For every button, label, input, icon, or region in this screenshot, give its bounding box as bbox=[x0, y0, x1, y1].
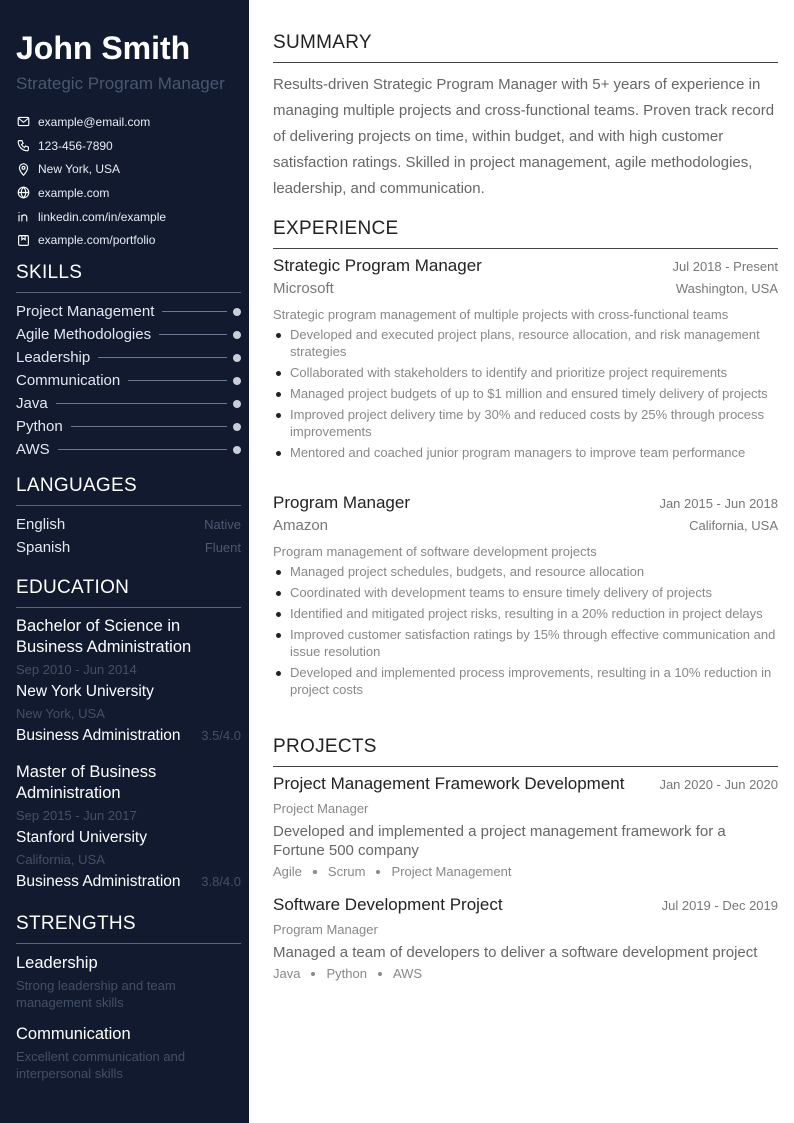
company-name: Amazon bbox=[273, 517, 329, 534]
skills-list bbox=[16, 300, 241, 461]
contact-location-text: New York, USA bbox=[38, 162, 121, 177]
phone-icon bbox=[16, 139, 30, 153]
candidate-name: John Smith bbox=[16, 30, 191, 66]
gpa: 3.8/4.0 bbox=[201, 874, 241, 889]
skill-level-dot bbox=[233, 446, 241, 454]
job-dates: Jul 2018 - Present bbox=[672, 259, 778, 274]
project-title: Software Development Project bbox=[273, 895, 503, 914]
candidate-role: Strategic Program Manager bbox=[16, 74, 225, 93]
skill-item: Python bbox=[16, 415, 241, 438]
job-bullet: Mentored and coached junior program managers to improve team performance bbox=[273, 444, 778, 461]
skill-item: AWS bbox=[16, 438, 241, 461]
skill-level-dot bbox=[233, 354, 241, 362]
skill-level-dot bbox=[233, 423, 241, 431]
experience-heading: EXPERIENCE bbox=[273, 218, 778, 249]
job-description: Program management of software development projects bbox=[273, 544, 597, 559]
project-description: Developed and implemented a project management framework for a Fortune 500 company bbox=[273, 823, 726, 859]
skill-level-dot bbox=[233, 308, 241, 316]
job-location: Washington, USA bbox=[675, 281, 778, 296]
contact-portfolio[interactable] bbox=[16, 228, 166, 252]
project-tags bbox=[273, 963, 778, 985]
strength-item bbox=[16, 952, 241, 1011]
contact-linkedin[interactable] bbox=[16, 205, 166, 229]
strength-title: Leadership bbox=[16, 954, 98, 972]
skill-item: Leadership bbox=[16, 346, 241, 369]
project-tag: Project Management bbox=[391, 864, 512, 879]
contact-linkedin-text: linkedin.com/in/example bbox=[38, 209, 167, 224]
job-bullet: Identified and mitigated project risks, resulting in a 20% reduction in project delays bbox=[273, 605, 778, 622]
job-bullet: Improved project delivery time by 30% and reduced costs by 25% through process improvements bbox=[273, 406, 778, 440]
strengths-heading: STRENGTHS bbox=[16, 913, 241, 944]
contact-location bbox=[16, 157, 166, 181]
job-bullet: Collaborated with stakeholders to identify and prioritize project requirements bbox=[273, 364, 778, 381]
contact-phone-text: 123-456-7890 bbox=[38, 138, 113, 153]
skill-item: Agile Methodologies bbox=[16, 323, 241, 346]
project-role: Program Manager bbox=[273, 922, 378, 937]
linkedin-icon bbox=[16, 210, 30, 224]
job-title: Strategic Program Manager bbox=[273, 256, 482, 275]
skill-item: Java bbox=[16, 392, 241, 415]
skill-level-dot bbox=[233, 400, 241, 408]
language-item bbox=[16, 536, 241, 559]
project-dates: Jan 2020 - Jun 2020 bbox=[659, 777, 778, 792]
strength-desc: Excellent communication and interpersonal skills bbox=[16, 1049, 186, 1081]
contact-phone[interactable] bbox=[16, 134, 166, 158]
contact-email-text: example@email.com bbox=[38, 114, 151, 129]
job-bullet: Managed project schedules, budgets, and resource allocation bbox=[273, 563, 778, 580]
project-entry bbox=[273, 774, 778, 883]
language-level: Fluent bbox=[204, 540, 241, 555]
project-title: Project Management Framework Development bbox=[273, 774, 625, 793]
contact-website[interactable] bbox=[16, 181, 166, 205]
skills-heading: SKILLS bbox=[16, 262, 241, 293]
sidebar bbox=[0, 0, 249, 1123]
job-dates: Jan 2015 - Jun 2018 bbox=[659, 496, 778, 511]
skill-level-dot bbox=[233, 331, 241, 339]
project-tag: Agile bbox=[273, 864, 302, 879]
job-location: California, USA bbox=[689, 518, 778, 533]
project-tag: Java bbox=[273, 966, 301, 981]
summary-heading: SUMMARY bbox=[273, 32, 778, 63]
job-bullet: Developed and executed project plans, resource allocation, and risk management strategies bbox=[273, 326, 778, 360]
project-description: Managed a team of developers to deliver a software development project bbox=[273, 944, 758, 961]
education-dates: Sep 2010 - Jun 2014 bbox=[16, 662, 137, 677]
job-bullets bbox=[273, 326, 778, 461]
project-role: Project Manager bbox=[273, 801, 369, 816]
main-content bbox=[249, 0, 794, 1123]
job-title: Program Manager bbox=[273, 493, 411, 512]
school-location: New York, USA bbox=[16, 706, 105, 721]
school-name: New York University bbox=[16, 683, 154, 700]
company-name: Microsoft bbox=[273, 280, 334, 297]
language-item bbox=[16, 513, 241, 536]
strength-item bbox=[16, 1023, 241, 1082]
skill-level-dot bbox=[233, 377, 241, 385]
school-location: California, USA bbox=[16, 852, 105, 867]
project-tags bbox=[273, 861, 778, 883]
job-bullet: Coordinated with development teams to ensure timely delivery of projects bbox=[273, 584, 778, 601]
project-tag: Scrum bbox=[327, 864, 366, 879]
education-dates: Sep 2015 - Jun 2017 bbox=[16, 808, 137, 823]
job-bullets bbox=[273, 563, 778, 698]
strength-desc: Strong leadership and team management skills bbox=[16, 978, 176, 1010]
language-level: Native bbox=[204, 517, 241, 532]
job-bullet: Managed project budgets of up to $1 million and ensured timely delivery of projects bbox=[273, 385, 778, 402]
project-entry bbox=[273, 895, 778, 985]
job-bullet: Developed and implemented process improvements, resulting in a 10% reduction in project costs bbox=[273, 664, 778, 698]
languages-list bbox=[16, 513, 241, 559]
contact-list bbox=[16, 110, 166, 252]
skill-item: Project Management bbox=[16, 300, 241, 323]
envelope-icon bbox=[16, 115, 30, 129]
contact-portfolio-text: example.com/portfolio bbox=[38, 233, 156, 248]
project-dates: Jul 2019 - Dec 2019 bbox=[661, 898, 778, 913]
location-pin-icon bbox=[16, 162, 30, 176]
education-field-row bbox=[16, 871, 241, 893]
strength-title: Communication bbox=[16, 1025, 131, 1043]
language-name: Spanish bbox=[16, 539, 71, 556]
experience-entry bbox=[273, 256, 778, 465]
language-name: English bbox=[16, 516, 66, 533]
projects-heading: PROJECTS bbox=[273, 736, 778, 767]
skill-item: Communication bbox=[16, 369, 241, 392]
education-heading: EDUCATION bbox=[16, 577, 241, 608]
degree: Master of Business Administration bbox=[16, 763, 157, 802]
gpa: 3.5/4.0 bbox=[201, 728, 241, 743]
education-entry bbox=[16, 616, 241, 747]
field-of-study: Business Administration bbox=[16, 727, 181, 744]
globe-icon bbox=[16, 186, 30, 200]
summary-text: Results-driven Strategic Program Manager with 5+ years of experience in managing multiple projects and cross-functional teams. Proven track record of delivering projects on time, within budget, and with high customer satisfaction ratings. Skilled in project management, agile methodologies, leadership, and communication. bbox=[273, 76, 775, 197]
experience-entry bbox=[273, 493, 778, 702]
contact-email[interactable] bbox=[16, 110, 166, 134]
school-name: Stanford University bbox=[16, 829, 147, 846]
languages-heading: LANGUAGES bbox=[16, 475, 241, 506]
job-bullet: Improved customer satisfaction ratings by 15% through effective communication and issue resolution bbox=[273, 626, 778, 660]
project-tag: AWS bbox=[392, 966, 423, 981]
project-tag: Python bbox=[326, 966, 367, 981]
education-entry bbox=[16, 762, 241, 893]
job-description: Strategic program management of multiple projects with cross-functional teams bbox=[273, 307, 729, 322]
education-field-row bbox=[16, 725, 241, 747]
contact-website-text: example.com bbox=[38, 185, 110, 200]
portfolio-icon bbox=[16, 233, 30, 247]
field-of-study: Business Administration bbox=[16, 873, 181, 890]
degree: Bachelor of Science in Business Administration bbox=[16, 617, 192, 656]
